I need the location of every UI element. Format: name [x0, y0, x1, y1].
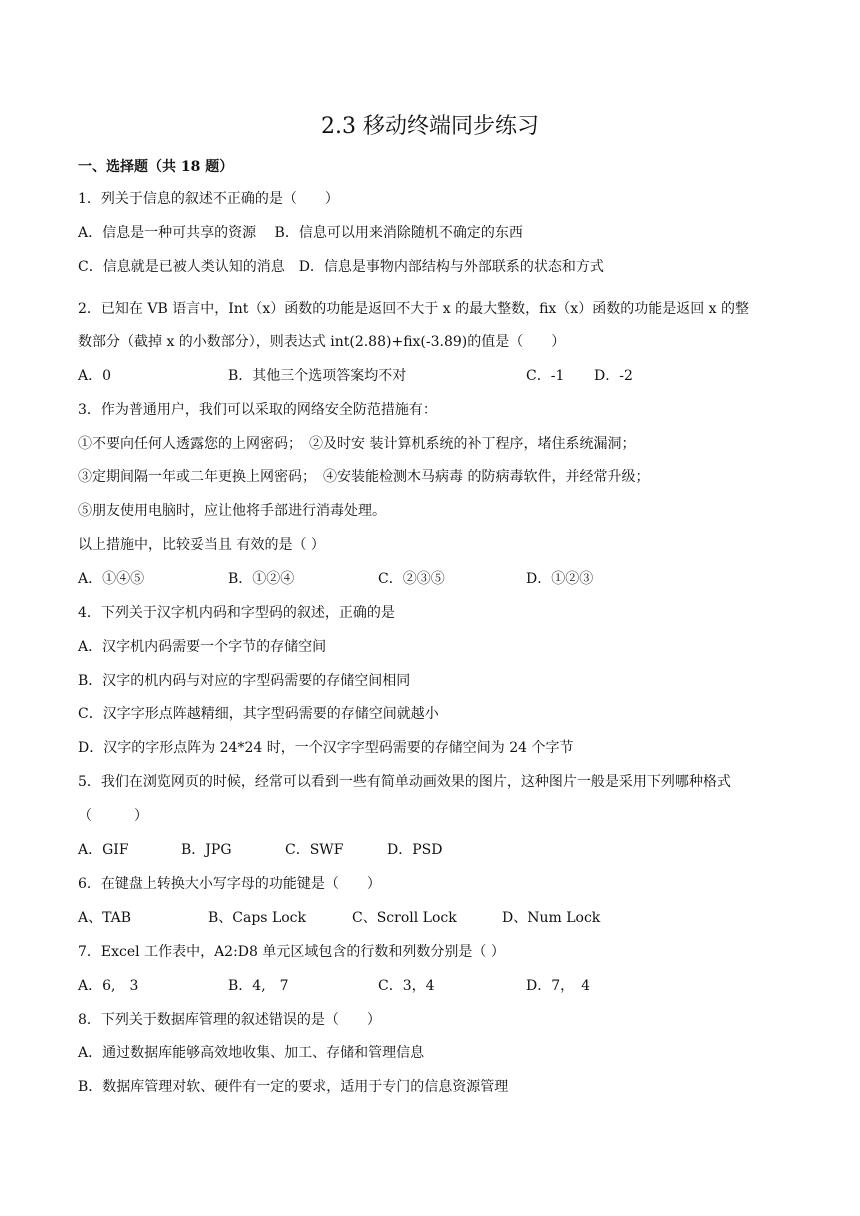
question-5-stem-line-2: （ ） — [78, 808, 148, 824]
question-4-option-b: B．汉字的机内码与对应的字型码需要的存储空间相同 — [78, 673, 411, 689]
question-6-option-b: B、Caps Lock — [208, 910, 306, 926]
question-7-option-a: A．6, 3 — [78, 978, 139, 994]
question-3-option-b: B．①②④ — [228, 571, 295, 587]
question-7-stem: 7．Excel 工作表中，A2:D8 单元区域包含的行数和列数分别是（ ） — [78, 944, 505, 960]
question-5-option-c: C．SWF — [285, 842, 344, 858]
question-7-option-c: C．3，4 — [378, 978, 435, 994]
question-5-option-d: D．PSD — [387, 842, 443, 858]
question-3-item-1: ①不要向任何人透露您的上网密码； ②及时安 装计算机系统的补丁程序，堵住系统漏洞； — [78, 436, 636, 452]
question-1-stem: 1．列关于信息的叙述不正确的是（ ） — [78, 191, 339, 207]
question-2-option-b: B．其他三个选项答案均不对 — [228, 368, 407, 384]
question-4-option-c: C．汉字字形点阵越精细，其字型码需要的存储空间就越小 — [78, 706, 439, 722]
question-2-option-c: C．-1 — [526, 368, 565, 384]
question-8-stem: 8．下列关于数据库管理的叙述错误的是（ ） — [78, 1012, 381, 1028]
question-8-option-b: B．数据库管理对软、硬件有一定的要求，适用于专门的信息资源管理 — [78, 1079, 509, 1095]
question-3-option-d: D．①②③ — [526, 571, 594, 587]
question-6-option-a: A、TAB — [78, 910, 132, 926]
question-6-option-c: C、Scroll Lock — [352, 910, 457, 926]
question-4-stem: 4．下列关于汉字机内码和字型码的叙述，正确的是 — [78, 605, 395, 621]
question-6-stem: 6．在键盘上转换大小写字母的功能键是（ ） — [78, 876, 381, 892]
question-5-stem-line-1: 5．我们在浏览网页的时候，经常可以看到一些有简单动画效果的图片，这种图片一般是采用下列哪种格式 — [78, 774, 731, 790]
question-5-option-b: B．JPG — [181, 842, 232, 858]
question-7-option-b: B．4, 7 — [228, 978, 289, 994]
question-7-option-d: D．7， 4 — [526, 978, 591, 994]
question-3-ask: 以上措施中，比较妥当且 有效的是（ ） — [78, 537, 325, 553]
question-1-options-ab: A．信息是一种可共享的资源 B．信息可以用来消除随机不确定的东西 — [78, 225, 523, 241]
question-3-stem: 3．作为普通用户，我们可以采取的网络安全防范措施有： — [78, 402, 437, 418]
question-2-stem-line-1: 2．已知在 VB 语言中，Int（x）函数的功能是返回不大于 x 的最大整数，fix（x）函数的功能是返回 x 的整 — [78, 301, 749, 317]
question-4-option-a: A．汉字机内码需要一个字节的存储空间 — [78, 639, 327, 655]
question-2-option-d: D．-2 — [594, 368, 633, 384]
question-3-item-3: ⑤朋友使用电脑时，应让他将手部进行消毒处理。 — [78, 503, 386, 519]
question-3-option-a: A．①④⑤ — [78, 571, 145, 587]
question-3-option-c: C．②③⑤ — [378, 571, 445, 587]
page-title: 2.3 移动终端同步练习 — [321, 114, 539, 139]
section-heading: 一、选择题（共 18 题） — [78, 159, 234, 175]
question-3-item-2: ③定期间隔一年或二年更换上网密码； ④安装能检测木马病毒 的防病毒软件，并经常升级； — [78, 469, 650, 485]
question-6-option-d: D、Num Lock — [502, 910, 601, 926]
question-4-option-d: D．汉字的字形点阵为 24*24 时，一个汉字字型码需要的存储空间为 24 个字节 — [78, 740, 574, 756]
question-2-option-a: A．0 — [78, 368, 112, 384]
question-5-option-a: A．GIF — [78, 842, 129, 858]
question-2-stem-line-2: 数部分（截掉 x 的小数部分），则表达式 int(2.88)+fix(-3.89)的值是（ ） — [78, 334, 566, 350]
question-8-option-a: A．通过数据库能够高效地收集、加工、存储和管理信息 — [78, 1045, 425, 1061]
question-1-options-cd: C．信息就是已被人类认知的消息 D．信息是事物内部结构与外部联系的状态和方式 — [78, 259, 604, 275]
